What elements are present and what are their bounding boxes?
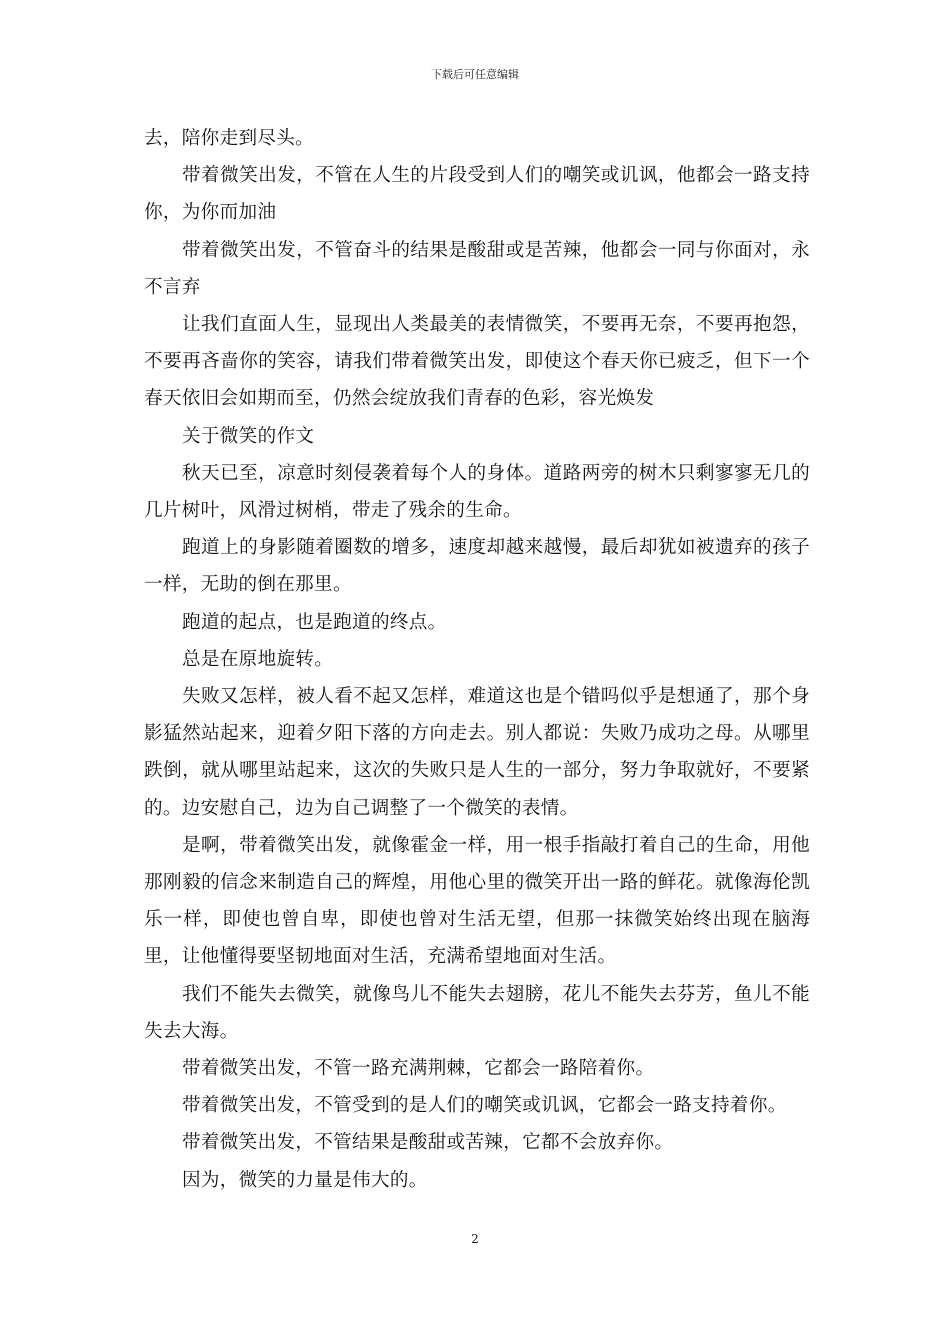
paragraph-continuation: 去，陪你走到尽头。: [144, 128, 315, 149]
paragraph: 总是在原地旋转。: [182, 648, 334, 670]
paragraph: 因为，微笑的力量是伟大的。: [182, 1169, 428, 1191]
paragraph: 让我们直面人生，显现出人类最美的表情微笑，不要再无奈，不要再抱怨，不要再吝啬你的笑容，请我们带着微笑出发，即使这个春天你已疲乏，但下一个春天依旧会如期而至，仍然会绽放我们青春的色彩，容光焕发: [144, 314, 810, 410]
paragraph: 失败又怎样，被人看不起又怎样，难道这也是个错吗似乎是想通了，那个身影猛然站起来，迎着夕阳下落的方向走去。别人都说：失败乃成功之母。从哪里跌倒，就从哪里站起来，这次的失败只是人生的一部分，努力争取就好，不要紧的。边安慰自己，边为自己调整了一个微笑的表情。: [144, 686, 810, 819]
paragraph: 带着微笑出发，不管奋斗的结果是酸甜或是苦辣，他都会一同与你面对，永不言弃: [144, 239, 810, 298]
paragraph: 是啊，带着微笑出发，就像霍金一样，用一根手指敲打着自己的生命，用他那刚毅的信念来制造自己的辉煌，用他心里的微笑开出一路的鲜花。就像海伦凯乐一样，即使也曾自卑，即使也曾对生活无望，但那一抹微笑始终出现在脑海里，让他懂得要坚韧地面对生活，充满希望地面对生活。: [144, 834, 810, 968]
paragraph: 跑道上的身影随着圈数的增多，速度却越来越慢，最后却犹如被遗弃的孩子一样，无助的倒在那里。: [144, 537, 810, 596]
paragraph: 带着微笑出发，不管在人生的片段受到人们的嘲笑或讥讽，他都会一路支持你，为你而加油: [144, 165, 810, 224]
paragraph: 带着微笑出发，不管受到的是人们的嘲笑或讥讽，它都会一路支持着你。: [182, 1095, 787, 1117]
page-header: 下载后可任意编辑: [431, 68, 519, 81]
page-number: 2: [471, 1232, 479, 1246]
paragraph: 带着微笑出发，不管一路充满荆棘，它都会一路陪着你。: [182, 1058, 655, 1080]
document-body: [144, 120, 810, 1199]
paragraph: 秋天已至，凉意时刻侵袭着每个人的身体。道路两旁的树木只剩寥寥无几的几片树叶，风滑过树梢，带走了残余的生命。: [144, 462, 810, 522]
paragraph: 跑道的起点，也是跑道的终点。: [182, 611, 447, 633]
section-title: 关于微笑的作文: [182, 425, 315, 447]
paragraph: 带着微笑出发，不管结果是酸甜或苦辣，它都不会放弃你。: [182, 1132, 674, 1154]
paragraph: 我们不能失去微笑，就像鸟儿不能失去翅膀，花儿不能失去芬芳，鱼儿不能失去大海。: [144, 983, 810, 1042]
